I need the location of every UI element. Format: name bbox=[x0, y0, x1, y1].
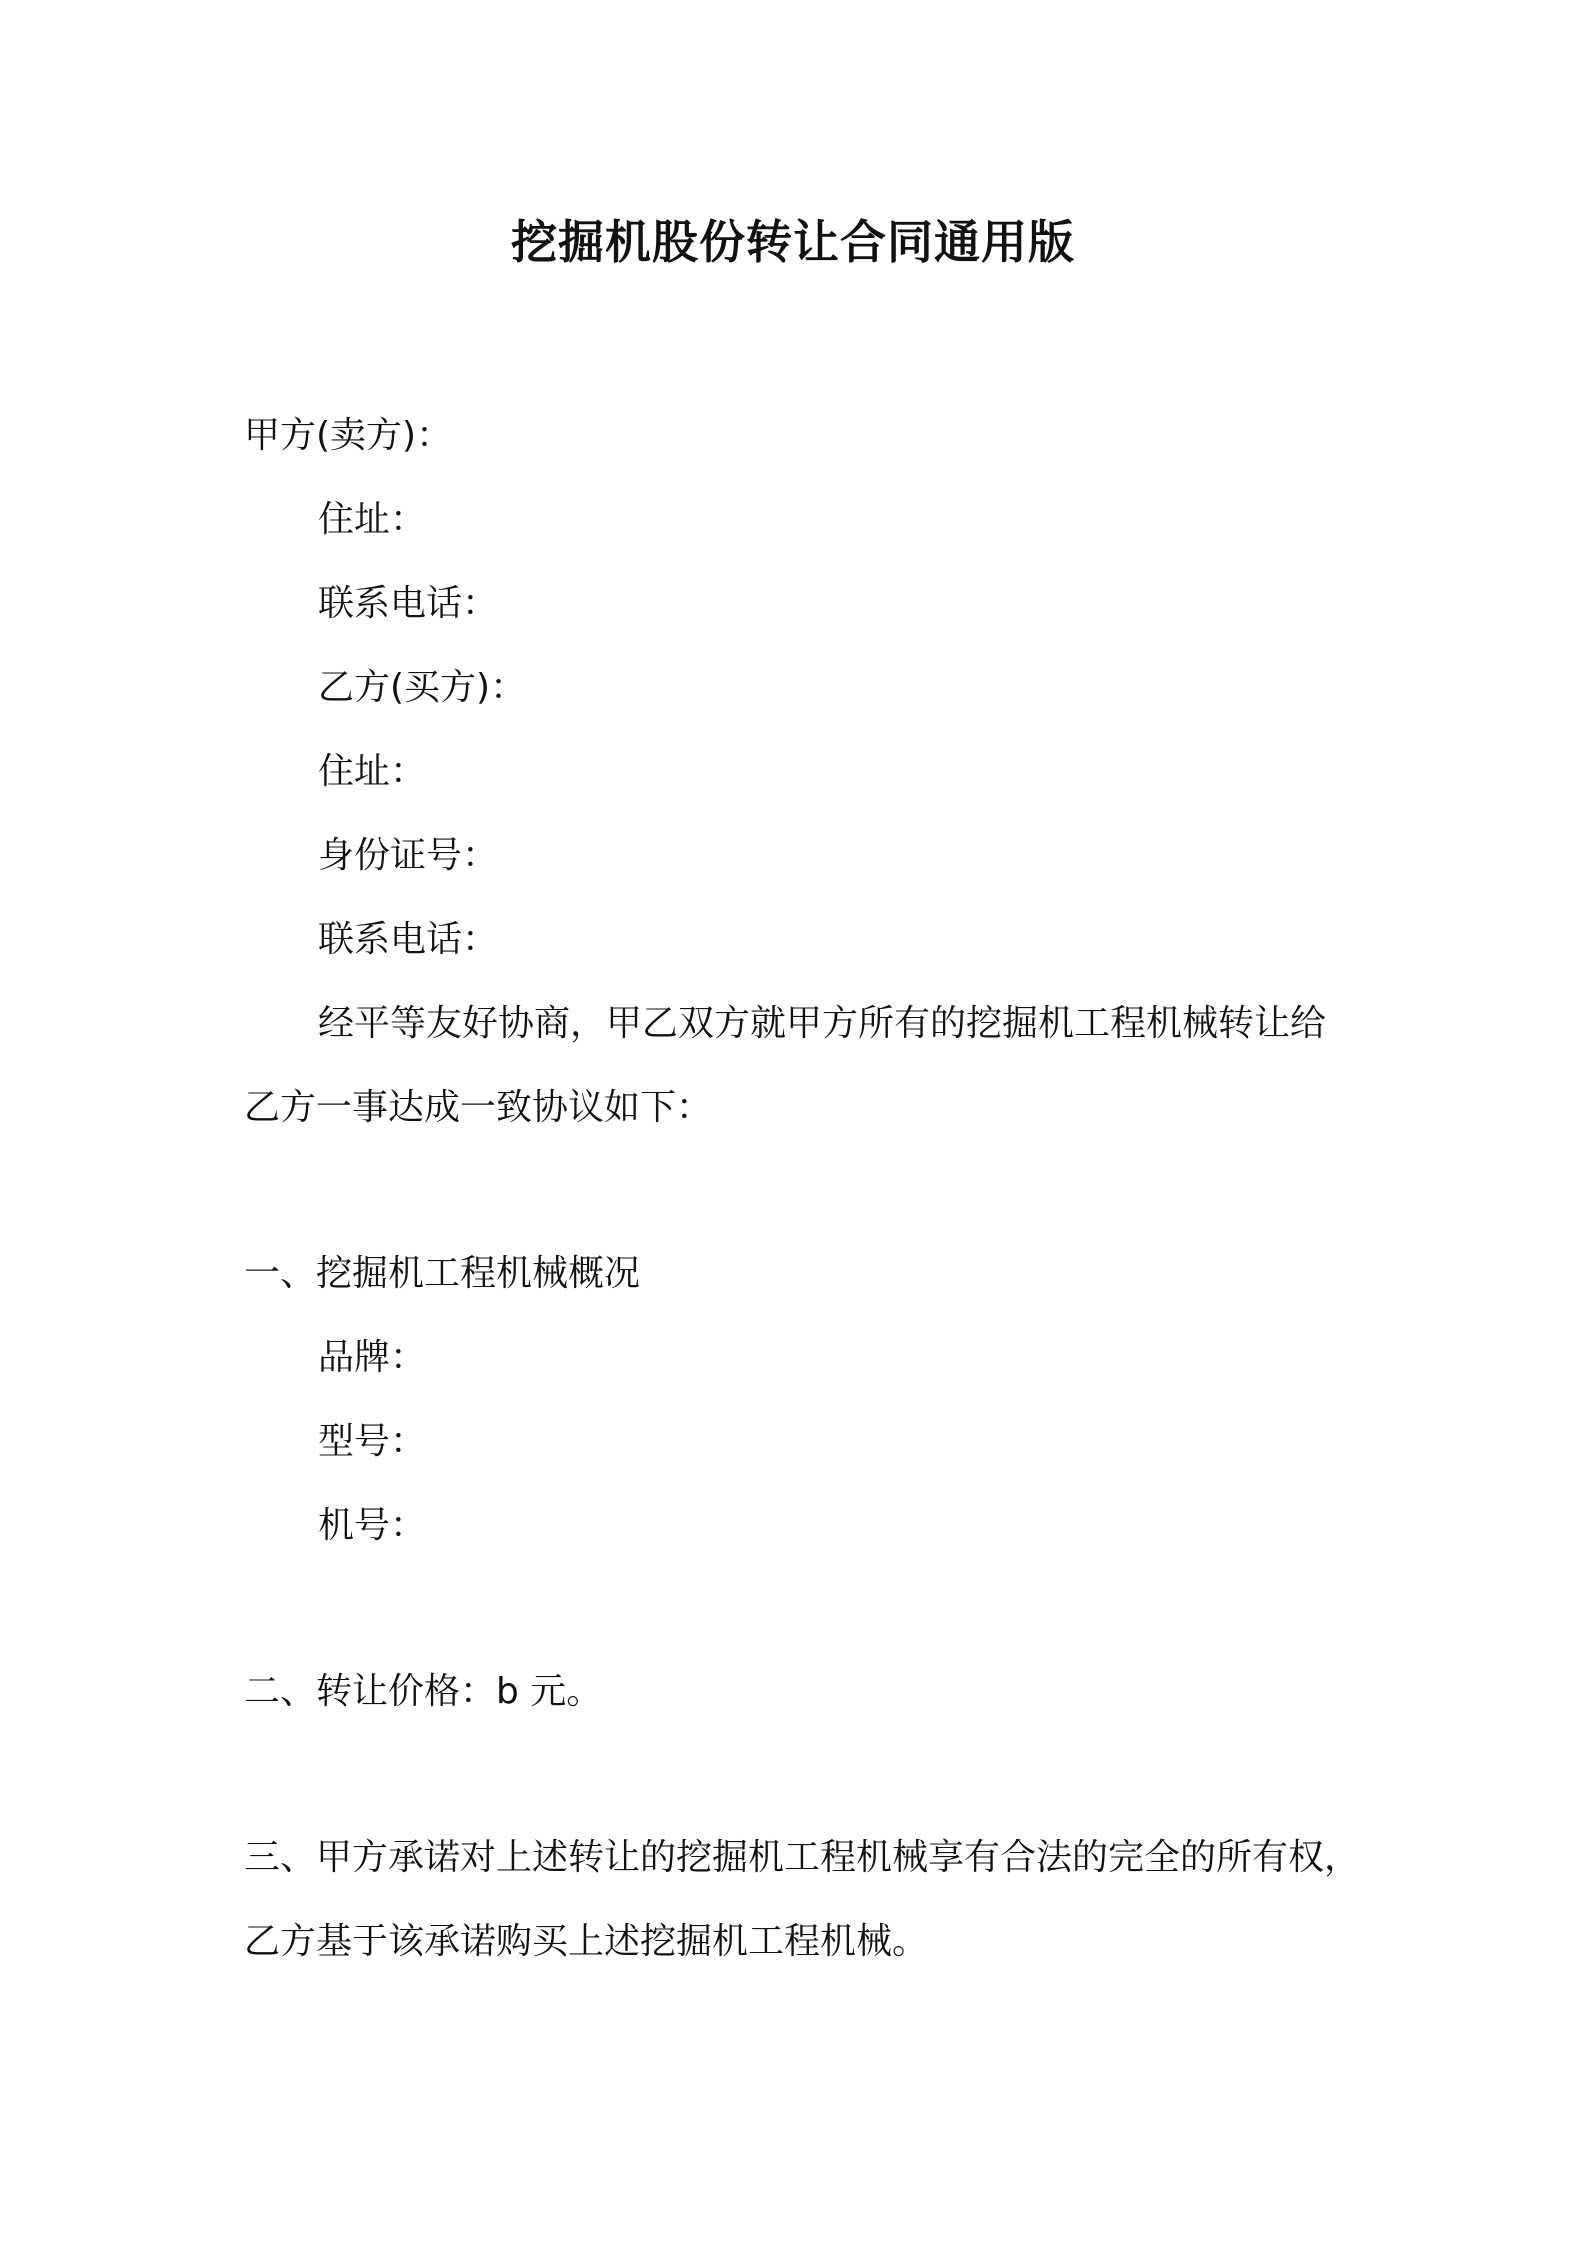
section-1-brand: 品牌： bbox=[318, 1337, 427, 1378]
document-title: 挖掘机股份转让合同通用版 bbox=[511, 215, 1075, 269]
section-1-model: 型号： bbox=[318, 1421, 427, 1462]
section-3-line-1: 三、甲方承诺对上述转让的挖掘机工程机械享有合法的完全的所有权， bbox=[244, 1837, 1361, 1878]
preamble-line-1: 经平等友好协商，甲乙双方就甲方所有的挖掘机工程机械转让给 bbox=[318, 1003, 1327, 1044]
party-a-address: 住址： bbox=[318, 499, 427, 540]
party-b-heading: 乙方(买方)： bbox=[318, 667, 527, 708]
section-1-machine-number: 机号： bbox=[318, 1505, 427, 1546]
section-3-line-2: 乙方基于该承诺购买上述挖掘机工程机械。 bbox=[244, 1921, 929, 1962]
party-a-phone: 联系电话： bbox=[318, 583, 499, 624]
section-1-heading: 一、挖掘机工程机械概况 bbox=[244, 1253, 641, 1294]
preamble-line-2: 乙方一事达成一致协议如下： bbox=[244, 1087, 713, 1128]
party-a-heading: 甲方(卖方)： bbox=[244, 415, 453, 456]
party-b-address: 住址： bbox=[318, 751, 427, 792]
party-b-phone: 联系电话： bbox=[318, 919, 499, 960]
party-b-id-number: 身份证号： bbox=[318, 835, 499, 876]
section-2-price: 二、转让价格：b 元。 bbox=[244, 1671, 603, 1712]
